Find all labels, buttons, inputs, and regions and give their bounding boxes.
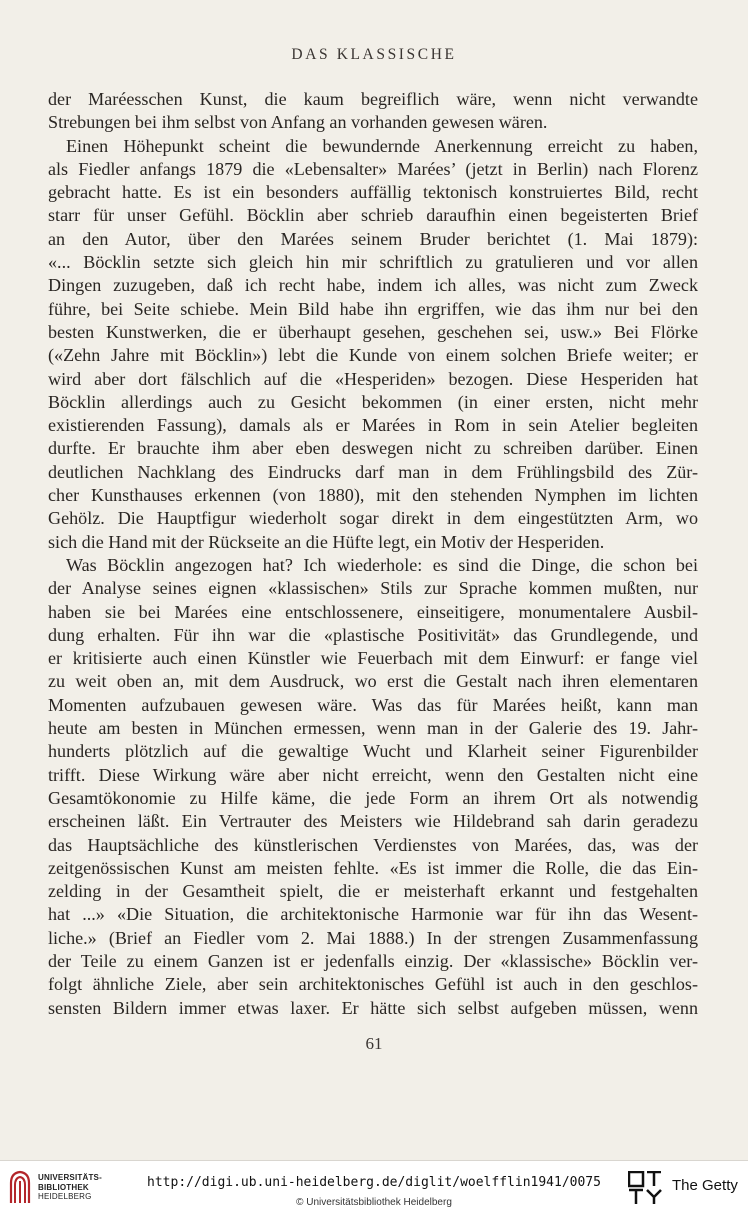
text-line: Gesamtökonomie zu Hilfe käme, die jede Form an ihrem Ort als notwendig	[48, 787, 698, 808]
text-line: das Hauptsächliche des künstlerischen Verdienstes von Marées, das, was der	[48, 834, 698, 855]
text-line: sensten Bildern immer etwas laxer. Er hätte sich selbst aufgeben müssen, wenn	[48, 997, 698, 1018]
text-line: erscheinen läßt. Ein Vertrauter des Meisters wie Hildebrand sah darin geradezu	[48, 811, 698, 832]
text-line: liche.» (Brief an Fiedler vom 2. Mai 1888.) In der strengen Zusammenfassung	[48, 927, 698, 948]
text-line: Dingen zuzugeben, daß ich recht habe, indem ich alles, was nicht zum Zweck	[48, 275, 698, 296]
text-line: Böcklin allerdings auch zu Gesicht bekommen (in einer ersten, nicht mehr	[48, 391, 698, 412]
getty-name: The Getty	[672, 1177, 738, 1194]
text-line: Einen Höhepunkt scheint die bewundernde Anerkennung erreicht zu haben,	[66, 135, 698, 156]
getty-logo-icon	[628, 1171, 662, 1205]
text-line: folgt ähnliche Ziele, aber sein architektonisches Gefühl ist auch in den geschlos-	[48, 974, 698, 995]
running-head: DAS KLASSISCHE	[291, 46, 457, 63]
text-line: zelding in der Gesamtheit spielt, die er meisterhaft erkannt und festgehalten	[48, 881, 698, 902]
page-number: 61	[365, 1034, 383, 1053]
text-line: führe, bei Seite schiebe. Mein Bild habe ihn ergriffen, wie das ihm nur bei den	[48, 298, 698, 319]
text-line: existierenden Fassung), damals als er Marées in Rom in sein Atelier begleiten	[48, 415, 698, 436]
text-line: cher Kunsthauses erkennen (von 1880), mit den stehenden Nymphen im lichten	[48, 485, 698, 506]
text-line: Gehölz. Die Hauptfigur wiederholt sogar direkt in dem eingestützten Arm, wo	[48, 508, 698, 529]
text-line: hat ...» «Die Situation, die architektonische Harmonie war für ihn das Wesent-	[48, 904, 698, 925]
text-line: an den Autor, über den Marées seinem Bruder berichtet (1. Mai 1879):	[48, 228, 698, 249]
library-name-line: BIBLIOTHEK	[38, 1182, 89, 1192]
text-line: Momenten aufzubauen gewesen wäre. Was das für Marées heißt, kann man	[48, 694, 698, 715]
text-line: starr für unser Gefühl. Böcklin aber schrieb daraufhin einen begeisterten Brief	[48, 205, 698, 226]
text-line: Strebungen bei ihm selbst von Anfang an vorhanden gewesen wären.	[48, 112, 548, 133]
text-line: («Zehn Jahre mit Böcklin») lebt die Kunde von einem solchen Briefe weiter; er	[48, 345, 698, 366]
text-line: haben sie bei Marées eine entschlossenere, einseitigere, monumentalere Ausbil-	[48, 601, 698, 622]
library-name-line: UNIVERSITÄTS-	[38, 1173, 102, 1182]
text-line: trifft. Diese Wirkung wäre aber nicht erreicht, wenn den Gestalten nicht eine	[48, 764, 698, 785]
text-line: heute am besten in München ermessen, wenn man in der Galerie des 19. Jahr-	[48, 718, 698, 739]
text-line: der Maréesschen Kunst, die kaum begreiflich wäre, wenn nicht verwandte	[48, 89, 698, 109]
text-line: zeitgenössischen Kunst am meisten fehlte. «Es ist immer die Rolle, die das Ein-	[48, 857, 698, 878]
text-line: hunderts plötzlich auf die gewaltige Wucht und Klarheit seiner Figurenbilder	[48, 741, 698, 762]
permalink[interactable]: http://digi.ub.uni-heidelberg.de/diglit/woelfflin1941/0075	[147, 1175, 601, 1190]
text-line: dung erhalten. Für ihn war die «plastische Positivität» das Grundlegende, und	[48, 624, 698, 645]
footer-bar	[0, 1160, 748, 1215]
text-line: der Teile zu einem Ganzen ist er jedenfalls einzig. Der «klassische» Böcklin ver-	[48, 950, 698, 971]
text-line: er kritisierte auch einen Künstler wie Feuerbach mit dem Einwurf: er fange viel	[48, 648, 698, 669]
text-line: der Analyse seines eignen «klassischen» Stils zur Sprache kommen mußten, nur	[48, 578, 698, 599]
body-text	[48, 88, 698, 1020]
text-line: zu weit oben an, mit dem Ausdruck, wo erst die Gestalt nach ihren elementaren	[48, 671, 698, 692]
text-line: sich die Hand mit der Rückseite an die Hüfte legt, ein Motiv der Hesperiden.	[48, 531, 605, 552]
text-line: besten Kunstwerken, die er überhaupt gesehen, geschehen sei, usw.» Bei Flörke	[48, 321, 698, 342]
text-line: Was Böcklin angezogen hat? Ich wiederhole: es sind die Dinge, die schon bei	[66, 554, 698, 575]
text-line: «... Böcklin setzte sich gleich hin mir schriftlich zu gratulieren und vor allen	[48, 252, 698, 273]
text-line: als Fiedler anfangs 1879 die «Lebensalter» Marées’ (jetzt in Berlin) nach Florenz	[48, 158, 698, 179]
text-line: wird aber dort fälschlich auf die «Hesperiden» bezogen. Diese Hesperiden hat	[48, 368, 698, 389]
text-line: gebracht hatte. Es ist ein besonders auffällig tektonisch konstruiertes Bild, recht	[48, 182, 698, 203]
text-line: durfte. Er brauchte ihm aber eben deswegen nicht zu schreiben darüber. Einen	[48, 438, 698, 459]
library-name-line: HEIDELBERG	[38, 1192, 92, 1201]
text-line: deutlichen Nachklang des Eindrucks darf man in dem Frühlingsbild des Zür-	[48, 461, 698, 482]
copyright-notice: © Universitätsbibliothek Heidelberg	[296, 1197, 452, 1208]
